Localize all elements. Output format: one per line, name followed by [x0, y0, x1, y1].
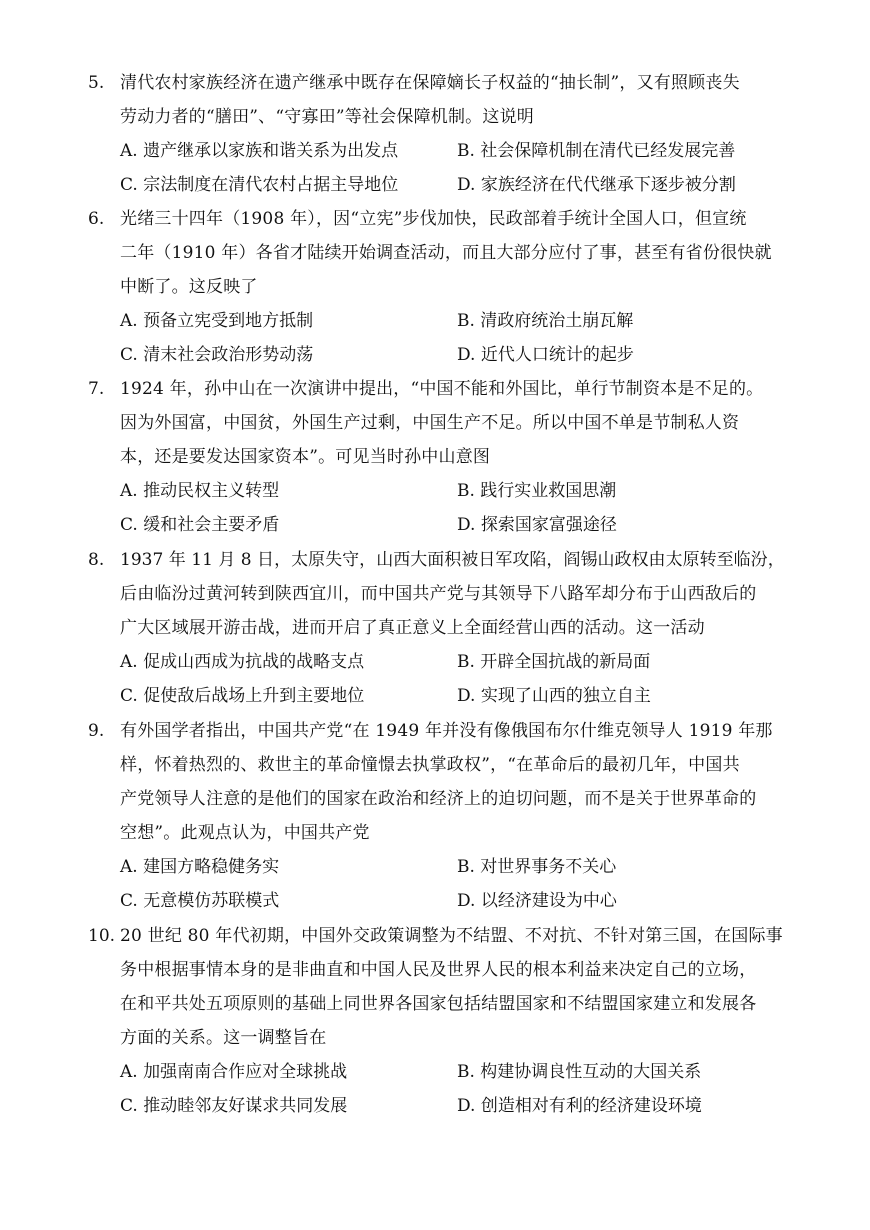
question-stem — [120, 714, 785, 850]
option-a: A. 预备立宪受到地方抵制 — [120, 311, 314, 331]
stem-line: 样，怀着热烈的、救世主的革命憧憬去执掌政权”，“在革命后的最初几年，中国共 — [120, 755, 740, 775]
stem-line: 1937 年 11 月 8 日，太原失守，山西大面积被日军攻陷，阎锡山政权由太原转至临汾， — [120, 550, 785, 570]
stem-line: 方面的关系。这一调整旨在 — [120, 1028, 327, 1048]
question-stem — [120, 372, 785, 474]
option-d: D. 探索国家富强途径 — [457, 515, 617, 535]
question-number: 6. — [88, 209, 105, 229]
question-number: 7. — [88, 379, 105, 399]
question-number: 8. — [88, 550, 105, 570]
stem-line: 有外国学者指出，中国共产党“在 1949 年并没有像俄国布尔什维克领导人 1919 年那 — [120, 721, 773, 741]
option-a: A. 推动民权主义转型 — [120, 481, 280, 501]
option-c: C. 宗法制度在清代农村占据主导地位 — [120, 175, 399, 195]
option-b: B. 社会保障机制在清代已经发展完善 — [457, 141, 736, 161]
question-number: 10. — [88, 926, 116, 946]
option-c: C. 促使敌后战场上升到主要地位 — [120, 686, 365, 706]
stem-line: 因为外国富，中国贫，外国生产过剩，中国生产不足。所以中国不单是节制私人资 — [120, 413, 740, 433]
question-stem — [120, 66, 785, 134]
stem-line: 在和平共处五项原则的基础上同世界各国家包括结盟国家和不结盟国家建立和发展各 — [120, 994, 757, 1014]
option-d: D. 创造相对有利的经济建设环境 — [457, 1096, 702, 1116]
option-c: C. 无意模仿苏联模式 — [120, 891, 280, 911]
option-b: B. 对世界事务不关心 — [457, 857, 617, 877]
option-b: B. 践行实业救国思潮 — [457, 481, 617, 501]
option-a: A. 加强南南合作应对全球挑战 — [120, 1062, 348, 1082]
question-stem — [120, 543, 785, 645]
option-d: D. 近代人口统计的起步 — [457, 345, 634, 365]
option-a: A. 促成山西成为抗战的战略支点 — [120, 652, 365, 672]
stem-line: 清代农村家族经济在遗产继承中既存在保障嫡长子权益的“抽长制”，又有照顾丧失 — [120, 73, 740, 93]
stem-line: 本，还是要发达国家资本”。可见当时孙中山意图 — [120, 447, 491, 467]
option-d: D. 实现了山西的独立自主 — [457, 686, 651, 706]
question-stem — [120, 202, 785, 304]
option-b: B. 构建协调良性互动的大国关系 — [457, 1062, 702, 1082]
stem-line: 务中根据事情本身的是非曲直和中国人民及世界人民的根本利益来决定自己的立场， — [120, 960, 757, 980]
option-d: D. 以经济建设为中心 — [457, 891, 617, 911]
option-b: B. 清政府统治土崩瓦解 — [457, 311, 634, 331]
option-d: D. 家族经济在代代继承下逐步被分割 — [457, 175, 736, 195]
stem-line: 中断了。这反映了 — [120, 277, 258, 297]
option-c: C. 缓和社会主要矛盾 — [120, 515, 280, 535]
option-c: C. 清末社会政治形势动荡 — [120, 345, 314, 365]
stem-line: 20 世纪 80 年代初期，中国外交政策调整为不结盟、不对抗、不针对第三国，在国际事 — [120, 926, 783, 946]
stem-line: 产党领导人注意的是他们的国家在政治和经济上的迫切问题，而不是关于世界革命的 — [120, 789, 757, 809]
question-number: 5. — [88, 73, 105, 93]
stem-line: 后由临汾过黄河转到陕西宜川，而中国共产党与其领导下八路军却分布于山西敌后的 — [120, 584, 757, 604]
question-stem — [120, 919, 785, 1055]
stem-line: 二年（1910 年）各省才陆续开始调查活动，而且大部分应付了事，甚至有省份很快就 — [120, 243, 772, 263]
question-number: 9. — [88, 721, 105, 741]
stem-line: 广大区域展开游击战，进而开启了真正意义上全面经营山西的活动。这一活动 — [120, 618, 705, 638]
option-b: B. 开辟全国抗战的新局面 — [457, 652, 651, 672]
option-a: A. 建国方略稳健务实 — [120, 857, 280, 877]
option-c: C. 推动睦邻友好谋求共同发展 — [120, 1096, 348, 1116]
stem-line: 劳动力者的“膳田”、“守寡田”等社会保障机制。这说明 — [120, 107, 534, 127]
option-a: A. 遗产继承以家族和谐关系为出发点 — [120, 141, 399, 161]
stem-line: 空想”。此观点认为，中国共产党 — [120, 823, 370, 843]
stem-line: 1924 年，孙中山在一次演讲中提出，“中国不能和外国比，单行节制资本是不足的。 — [120, 379, 764, 399]
stem-line: 光绪三十四年（1908 年），因“立宪”步伐加快，民政部着手统计全国人口，但宣统 — [120, 209, 747, 229]
